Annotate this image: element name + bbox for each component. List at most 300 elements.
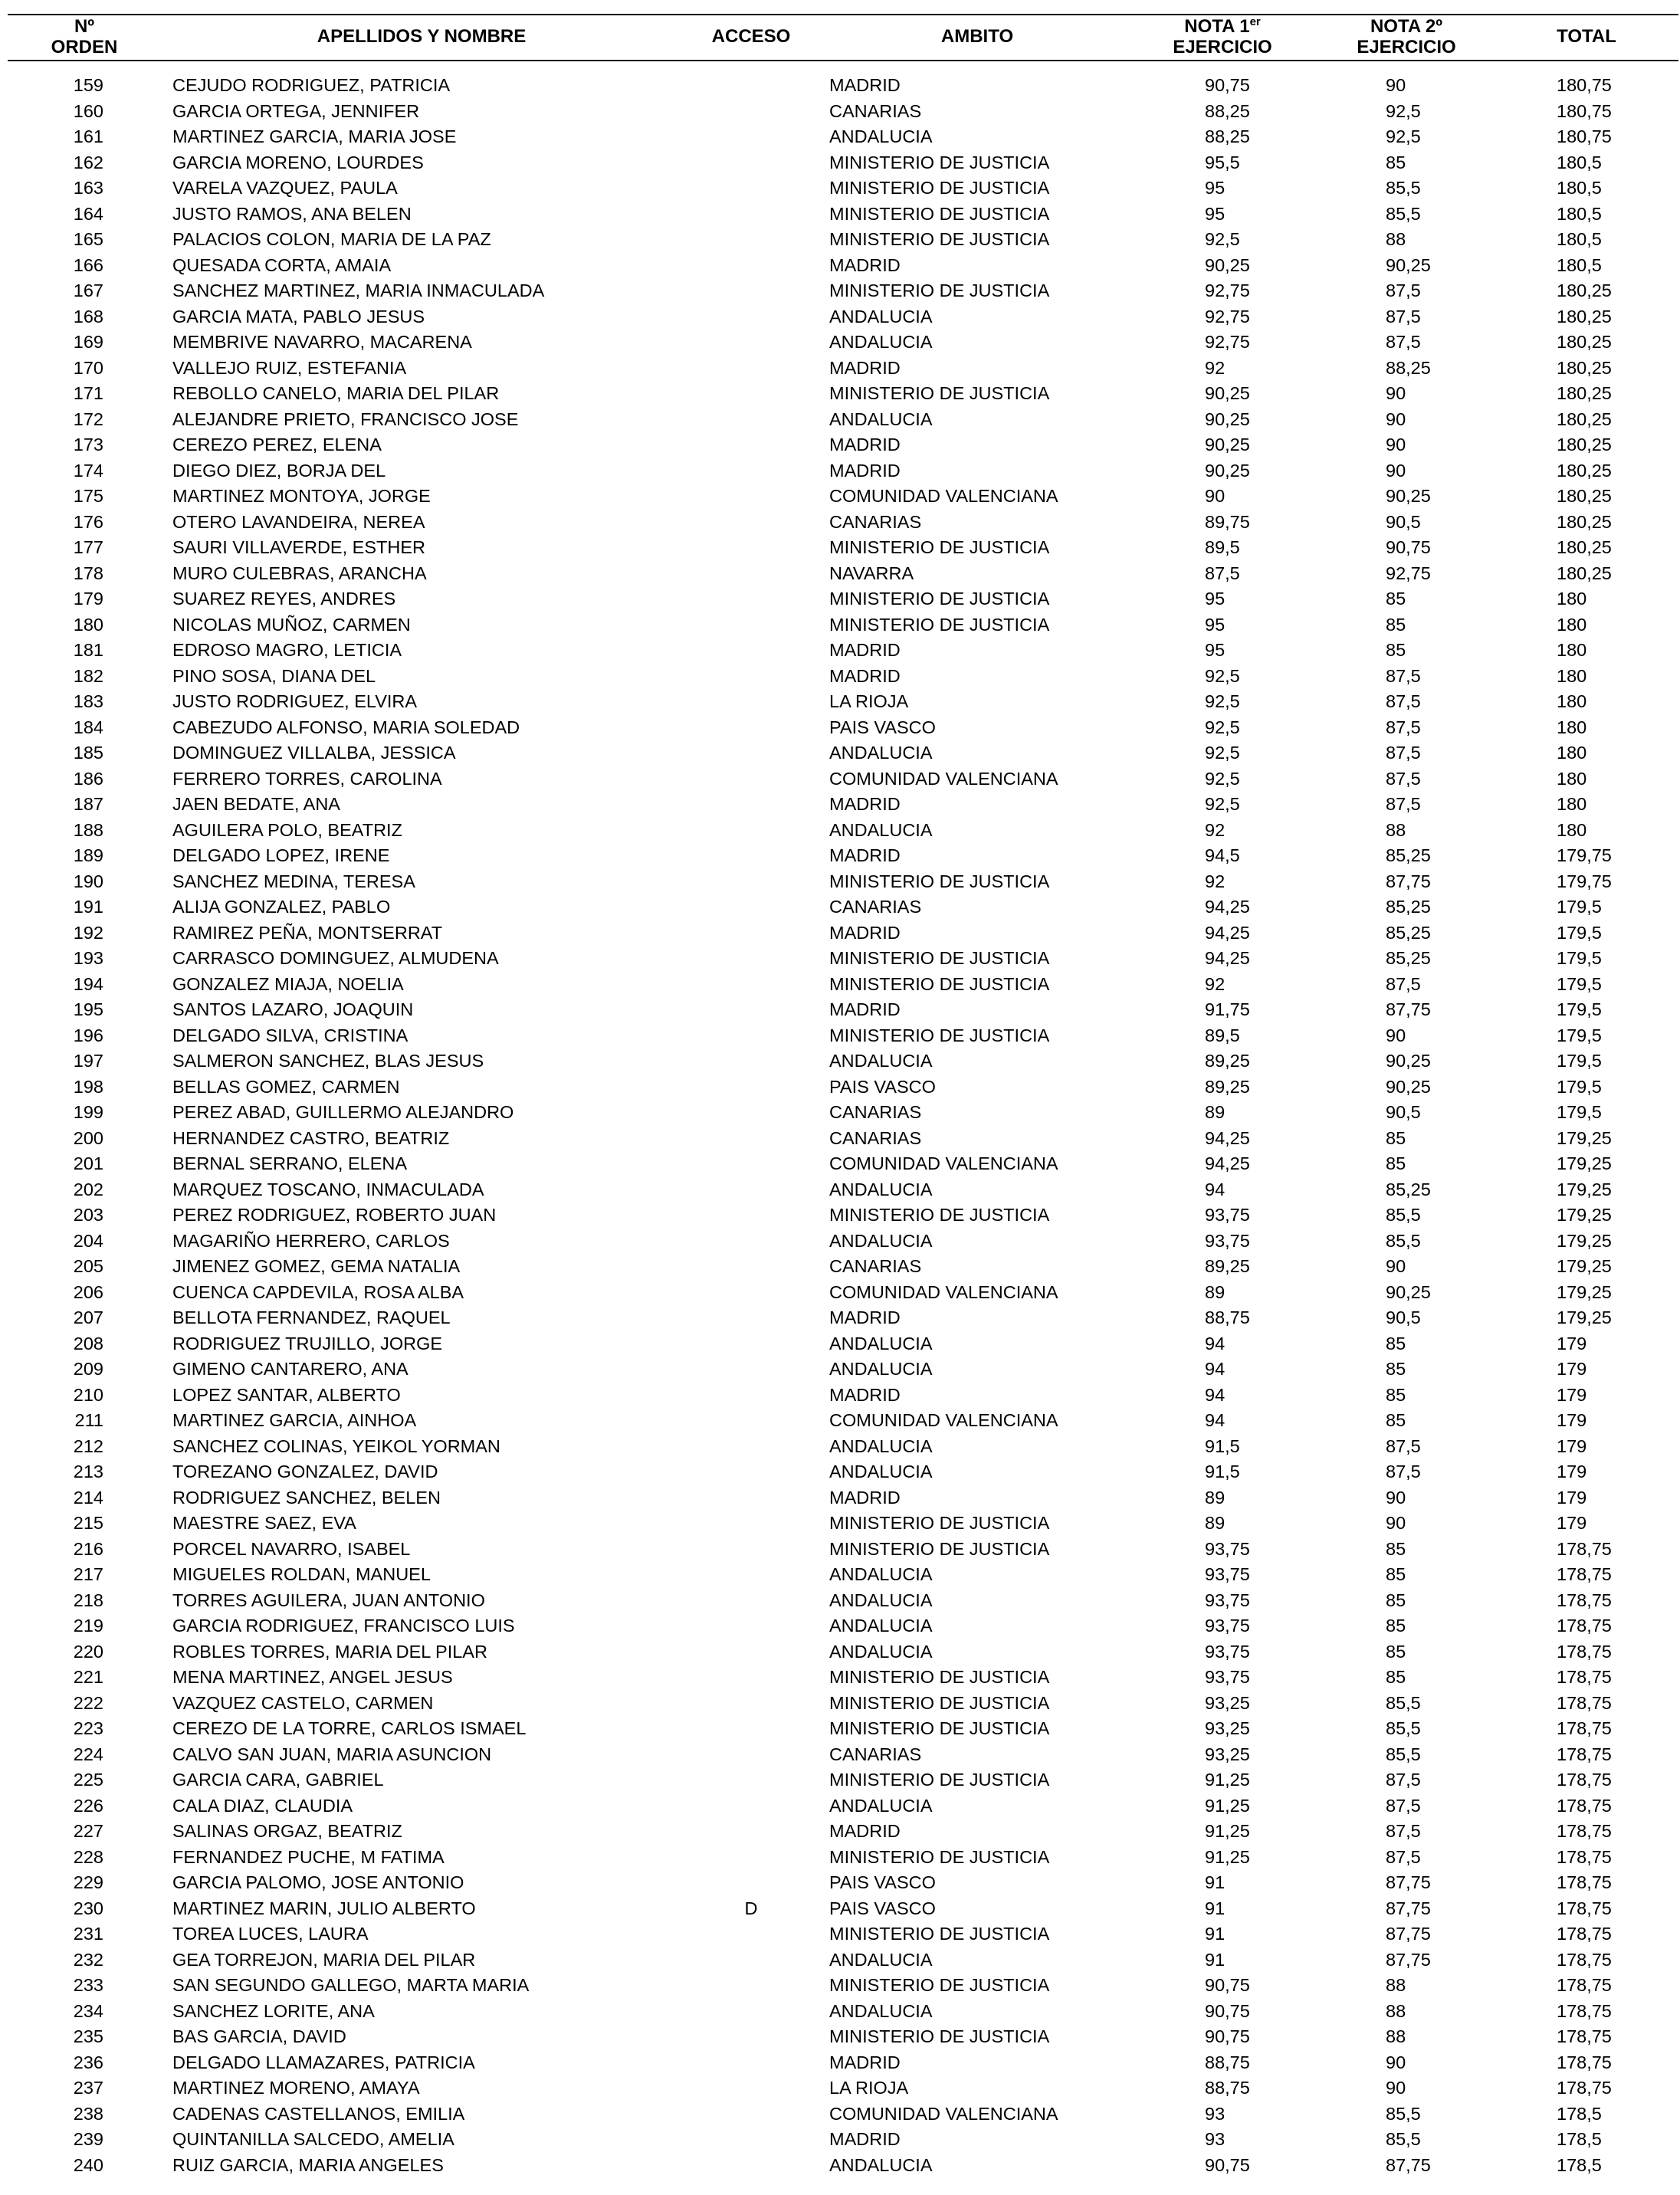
row-orden: 193 [73, 948, 103, 968]
row-total: 179 [1557, 1487, 1587, 1508]
row-nota-2: 90,25 [1386, 1281, 1431, 1302]
row-apellidos-nombre: GARCIA CARA, GABRIEL [172, 1770, 384, 1790]
row-apellidos-nombre: SALINAS ORGAZ, BEATRIZ [172, 1821, 402, 1841]
row-orden: 207 [73, 1307, 103, 1327]
row-ambito: MADRID [829, 922, 901, 943]
row-nota-2: 87,5 [1386, 973, 1421, 994]
row-total: 180,25 [1557, 408, 1612, 429]
row-apellidos-nombre: GARCIA ORTEGA, JENNIFER [172, 100, 420, 121]
row-nota-2: 87,5 [1386, 717, 1421, 737]
row-nota-1: 95 [1205, 614, 1226, 635]
table-row [0, 1383, 1680, 1409]
row-total: 179,5 [1557, 999, 1602, 1019]
row-apellidos-nombre: MARTINEZ MARIN, JULIO ALBERTO [172, 1898, 476, 1918]
row-total: 178,75 [1557, 1846, 1612, 1867]
row-nota-2: 85,25 [1386, 897, 1431, 917]
row-nota-2: 87,5 [1386, 743, 1421, 763]
row-apellidos-nombre: GARCIA RODRIGUEZ, FRANCISCO LUIS [172, 1616, 515, 1636]
row-orden: 184 [73, 717, 103, 737]
table-row [0, 253, 1680, 279]
row-apellidos-nombre: RODRIGUEZ TRUJILLO, JORGE [172, 1333, 443, 1353]
table-row [0, 227, 1680, 253]
row-nota-2: 88 [1386, 1975, 1406, 1995]
row-nota-1: 94 [1205, 1410, 1226, 1430]
header-total: TOTAL [1557, 26, 1616, 47]
row-total: 178,75 [1557, 2026, 1612, 2046]
table-row [0, 972, 1680, 998]
row-nota-1: 91,75 [1205, 999, 1250, 1019]
row-total: 178,75 [1557, 1770, 1612, 1790]
table-row [0, 1075, 1680, 1101]
row-total: 180,25 [1557, 537, 1612, 557]
row-orden: 228 [73, 1846, 103, 1867]
table-row [0, 2075, 1680, 2101]
row-ambito: CANARIAS [829, 1102, 922, 1122]
row-ambito: NAVARRA [829, 563, 914, 583]
row-total: 180,75 [1557, 100, 1612, 121]
row-nota-2: 87,75 [1386, 1898, 1431, 1918]
row-ambito: MADRID [829, 1307, 901, 1327]
row-apellidos-nombre: GONZALEZ MIAJA, NOELIA [172, 973, 404, 994]
row-orden: 240 [73, 2154, 103, 2175]
row-apellidos-nombre: VAZQUEZ CASTELO, CARMEN [172, 1692, 434, 1713]
row-total: 178,75 [1557, 1872, 1612, 1892]
table-row [0, 1767, 1680, 1793]
row-apellidos-nombre: MEMBRIVE NAVARRO, MACARENA [172, 332, 472, 352]
row-nota-2: 87,5 [1386, 281, 1421, 300]
row-orden: 183 [73, 691, 103, 711]
table-row [0, 689, 1680, 715]
row-nota-1: 89,75 [1205, 511, 1250, 532]
row-apellidos-nombre: QUESADA CORTA, AMAIA [172, 254, 392, 275]
row-total: 178,5 [1557, 2103, 1602, 2124]
table-row [0, 432, 1680, 458]
row-orden: 194 [73, 973, 103, 994]
row-nota-2: 85 [1386, 1641, 1406, 1662]
row-apellidos-nombre: SANCHEZ MARTINEZ, MARIA INMACULADA [172, 281, 545, 300]
row-orden: 186 [73, 768, 103, 789]
row-nota-1: 95 [1205, 178, 1226, 198]
row-total: 179,5 [1557, 1102, 1602, 1122]
row-apellidos-nombre: LOPEZ SANTAR, ALBERTO [172, 1384, 401, 1405]
row-nota-2: 87,75 [1386, 1949, 1431, 1970]
row-ambito: CANARIAS [829, 100, 922, 121]
header-nota1-sup: er [1249, 15, 1261, 28]
row-nota-1: 91,25 [1205, 1846, 1250, 1867]
header-nota1-line1: NOTA 1 [1184, 16, 1250, 37]
table-row [0, 818, 1680, 844]
row-orden: 233 [73, 1975, 103, 1995]
row-nota-1: 89 [1205, 1513, 1226, 1533]
row-total: 180,25 [1557, 357, 1612, 378]
row-apellidos-nombre: GARCIA MORENO, LOURDES [172, 152, 424, 172]
row-nota-2: 87,75 [1386, 999, 1431, 1019]
row-nota-1: 92,5 [1205, 743, 1240, 763]
row-nota-1: 90,25 [1205, 435, 1250, 454]
table-body [0, 73, 1680, 2178]
row-total: 179,75 [1557, 871, 1612, 891]
row-nota-1: 94,25 [1205, 1127, 1250, 1148]
row-ambito: ANDALUCIA [829, 743, 933, 763]
row-nota-1: 93,25 [1205, 1692, 1250, 1713]
row-total: 180,25 [1557, 486, 1612, 506]
table-row [0, 997, 1680, 1023]
row-nota-1: 88,75 [1205, 2078, 1250, 2098]
row-total: 179 [1557, 1513, 1587, 1533]
header-nota1-line2: EJERCICIO [1173, 37, 1272, 57]
row-nota-2: 85,5 [1386, 1718, 1421, 1738]
row-nota-2: 90 [1386, 1513, 1406, 1533]
row-orden: 165 [73, 229, 103, 249]
row-orden: 234 [73, 2000, 103, 2021]
row-ambito: MADRID [829, 2129, 901, 2149]
table-row [0, 2153, 1680, 2179]
row-nota-1: 90,75 [1205, 75, 1250, 95]
row-orden: 187 [73, 794, 103, 814]
row-nota-1: 93,75 [1205, 1590, 1250, 1610]
row-apellidos-nombre: MARTINEZ GARCIA, MARIA JOSE [172, 126, 457, 146]
row-ambito: LA RIOJA [829, 691, 909, 711]
table-row [0, 356, 1680, 382]
row-total: 178,75 [1557, 1564, 1612, 1584]
table-row [0, 1048, 1680, 1075]
row-nota-2: 85,5 [1386, 1205, 1421, 1225]
row-orden: 232 [73, 1949, 103, 1970]
row-apellidos-nombre: QUINTANILLA SALCEDO, AMELIA [172, 2129, 454, 2149]
row-nota-2: 85 [1386, 640, 1406, 660]
row-nota-1: 88,75 [1205, 1307, 1250, 1327]
row-ambito: ANDALUCIA [829, 1462, 933, 1481]
row-total: 178,75 [1557, 1616, 1612, 1636]
row-nota-2: 90 [1386, 75, 1406, 95]
row-apellidos-nombre: PEREZ RODRIGUEZ, ROBERTO JUAN [172, 1205, 497, 1225]
table-row [0, 1254, 1680, 1280]
row-nota-2: 85 [1386, 589, 1406, 609]
row-orden: 199 [73, 1102, 103, 1122]
table-row [0, 1562, 1680, 1588]
row-nota-1: 93,25 [1205, 1744, 1250, 1764]
row-ambito: COMUNIDAD VALENCIANA [829, 2103, 1058, 2124]
row-nota-2: 87,5 [1386, 1846, 1421, 1867]
row-nota-2: 85 [1386, 1359, 1406, 1379]
row-ambito: MADRID [829, 665, 901, 686]
row-nota-1: 92 [1205, 871, 1226, 891]
row-orden: 175 [73, 486, 103, 506]
row-nota-1: 87,5 [1205, 563, 1240, 583]
row-orden: 162 [73, 152, 103, 172]
row-apellidos-nombre: CALVO SAN JUAN, MARIA ASUNCION [172, 1744, 492, 1764]
row-apellidos-nombre: SALMERON SANCHEZ, BLAS JESUS [172, 1051, 484, 1071]
table-row [0, 2050, 1680, 2076]
row-total: 180 [1557, 614, 1587, 635]
row-ambito: MINISTERIO DE JUSTICIA [829, 229, 1050, 249]
row-nota-2: 90 [1386, 1487, 1406, 1508]
row-orden: 203 [73, 1205, 103, 1225]
row-orden: 231 [73, 1924, 103, 1944]
row-orden: 182 [73, 665, 103, 686]
row-total: 180 [1557, 717, 1587, 737]
table-row [0, 330, 1680, 356]
row-ambito: CANARIAS [829, 1744, 922, 1764]
table-header [0, 14, 1680, 60]
row-apellidos-nombre: BERNAL SERRANO, ELENA [172, 1153, 408, 1173]
row-ambito: PAIS VASCO [829, 1076, 936, 1097]
row-ambito: COMUNIDAD VALENCIANA [829, 1281, 1058, 1302]
row-total: 179,5 [1557, 897, 1602, 917]
row-apellidos-nombre: SAURI VILLAVERDE, ESTHER [172, 537, 425, 557]
row-total: 179,5 [1557, 922, 1602, 943]
row-ambito: COMUNIDAD VALENCIANA [829, 768, 1058, 789]
row-nota-2: 85,5 [1386, 1692, 1421, 1713]
row-ambito: ANDALUCIA [829, 1179, 933, 1199]
row-apellidos-nombre: PEREZ ABAD, GUILLERMO ALEJANDRO [172, 1102, 514, 1122]
row-ambito: MADRID [829, 2052, 901, 2072]
row-orden: 185 [73, 743, 103, 763]
table-row [0, 304, 1680, 330]
row-ambito: ANDALUCIA [829, 819, 933, 840]
row-ambito: PAIS VASCO [829, 1898, 936, 1918]
row-ambito: MINISTERIO DE JUSTICIA [829, 178, 1050, 198]
table-row [0, 2127, 1680, 2153]
row-total: 180 [1557, 819, 1587, 840]
row-nota-2: 87,75 [1386, 1872, 1431, 1892]
row-apellidos-nombre: CABEZUDO ALFONSO, MARIA SOLEDAD [172, 717, 520, 737]
row-ambito: MINISTERIO DE JUSTICIA [829, 589, 1050, 609]
table-row [0, 278, 1680, 304]
row-orden: 214 [73, 1487, 103, 1508]
header-orden [46, 16, 123, 57]
row-ambito: MINISTERIO DE JUSTICIA [829, 1538, 1050, 1559]
row-acceso: D [744, 1898, 758, 1918]
row-apellidos-nombre: MENA MARTINEZ, ANGEL JESUS [172, 1667, 453, 1687]
row-orden: 176 [73, 511, 103, 532]
row-nota-1: 89 [1205, 1102, 1226, 1122]
row-apellidos-nombre: RUIZ GARCIA, MARIA ANGELES [172, 2154, 444, 2175]
row-ambito: ANDALUCIA [829, 1795, 933, 1816]
row-orden: 219 [73, 1616, 103, 1636]
row-ambito: MINISTERIO DE JUSTICIA [829, 1025, 1050, 1045]
row-apellidos-nombre: DELGADO LOPEZ, IRENE [172, 845, 390, 865]
row-nota-2: 85 [1386, 1590, 1406, 1610]
row-ambito: PAIS VASCO [829, 717, 936, 737]
row-total: 178,75 [1557, 1744, 1612, 1764]
table-row [0, 1177, 1680, 1203]
row-apellidos-nombre: JAEN BEDATE, ANA [172, 794, 340, 814]
row-total: 180 [1557, 743, 1587, 763]
row-ambito: MINISTERIO DE JUSTICIA [829, 1846, 1050, 1867]
table-row [0, 484, 1680, 510]
row-apellidos-nombre: JUSTO RODRIGUEZ, ELVIRA [172, 691, 418, 711]
row-apellidos-nombre: GEA TORREJON, MARIA DEL PILAR [172, 1949, 476, 1970]
row-ambito: ANDALUCIA [829, 2000, 933, 2021]
table-row [0, 1973, 1680, 1999]
row-nota-2: 85,5 [1386, 178, 1421, 198]
row-nota-1: 94,25 [1205, 897, 1250, 917]
row-nota-2: 90 [1386, 1025, 1406, 1045]
header-orden-line2: ORDEN [51, 37, 118, 57]
row-ambito: COMUNIDAD VALENCIANA [829, 1410, 1058, 1430]
row-total: 179,25 [1557, 1153, 1612, 1173]
table-row [0, 99, 1680, 125]
row-ambito: COMUNIDAD VALENCIANA [829, 486, 1058, 506]
row-apellidos-nombre: SANCHEZ COLINAS, YEIKOL YORMAN [172, 1435, 500, 1456]
row-orden: 204 [73, 1230, 103, 1251]
row-total: 179 [1557, 1462, 1587, 1481]
row-nota-2: 85 [1386, 1538, 1406, 1559]
row-total: 179,75 [1557, 845, 1612, 865]
row-total: 179,25 [1557, 1281, 1612, 1302]
row-total: 180 [1557, 768, 1587, 789]
row-orden: 172 [73, 408, 103, 429]
row-orden: 235 [73, 2026, 103, 2046]
row-apellidos-nombre: MARQUEZ TOSCANO, INMACULADA [172, 1179, 484, 1199]
row-total: 180 [1557, 589, 1587, 609]
row-nota-1: 94 [1205, 1384, 1226, 1405]
row-apellidos-nombre: BELLOTA FERNANDEZ, RAQUEL [172, 1307, 451, 1327]
table-row [0, 1639, 1680, 1665]
row-orden: 189 [73, 845, 103, 865]
row-total: 179,5 [1557, 1076, 1602, 1097]
row-apellidos-nombre: TOREZANO GONZALEZ, DAVID [172, 1462, 438, 1481]
row-nota-1: 88,25 [1205, 126, 1250, 146]
row-total: 179 [1557, 1333, 1587, 1353]
row-nota-1: 94,5 [1205, 845, 1240, 865]
row-apellidos-nombre: NICOLAS MUÑOZ, CARMEN [172, 614, 411, 635]
row-nota-2: 87,5 [1386, 665, 1421, 686]
row-total: 180,5 [1557, 229, 1602, 249]
row-ambito: ANDALUCIA [829, 1230, 933, 1251]
row-ambito: MINISTERIO DE JUSTICIA [829, 1975, 1050, 1995]
row-nota-1: 91 [1205, 1898, 1226, 1918]
row-total: 180,25 [1557, 563, 1612, 583]
row-apellidos-nombre: SAN SEGUNDO GALLEGO, MARTA MARIA [172, 1975, 530, 1995]
table-row [0, 1280, 1680, 1306]
table-row [0, 124, 1680, 150]
row-ambito: MINISTERIO DE JUSTICIA [829, 1718, 1050, 1738]
row-nota-1: 89,25 [1205, 1256, 1250, 1276]
row-orden: 209 [73, 1359, 103, 1379]
row-nota-2: 87,5 [1386, 1462, 1421, 1481]
row-orden: 188 [73, 819, 103, 840]
row-total: 178,75 [1557, 2078, 1612, 2098]
row-total: 180,25 [1557, 281, 1612, 300]
row-total: 178,75 [1557, 1821, 1612, 1841]
table-row [0, 715, 1680, 741]
table-row [0, 1459, 1680, 1485]
table-row [0, 1357, 1680, 1383]
row-nota-1: 90,75 [1205, 2026, 1250, 2046]
row-nota-2: 87,5 [1386, 1770, 1421, 1790]
header-nota-1 [1142, 16, 1303, 57]
table-row [0, 150, 1680, 176]
row-apellidos-nombre: CEREZO DE LA TORRE, CARLOS ISMAEL [172, 1718, 527, 1738]
table-row [0, 1870, 1680, 1896]
row-ambito: MADRID [829, 1384, 901, 1405]
row-orden: 212 [73, 1435, 103, 1456]
row-total: 179,25 [1557, 1205, 1612, 1225]
row-orden: 180 [73, 614, 103, 635]
row-nota-1: 90,25 [1205, 460, 1250, 481]
row-orden: 225 [73, 1770, 103, 1790]
table-row [0, 458, 1680, 484]
table-row [0, 740, 1680, 766]
row-nota-2: 85 [1386, 1667, 1406, 1687]
row-nota-1: 92,75 [1205, 306, 1250, 326]
row-apellidos-nombre: CALA DIAZ, CLAUDIA [172, 1795, 353, 1816]
row-nota-1: 95 [1205, 203, 1226, 224]
row-nota-2: 85 [1386, 1384, 1406, 1405]
row-ambito: MINISTERIO DE JUSTICIA [829, 1667, 1050, 1687]
row-ambito: MINISTERIO DE JUSTICIA [829, 537, 1050, 557]
row-apellidos-nombre: ALIJA GONZALEZ, PABLO [172, 897, 391, 917]
row-nota-1: 93,25 [1205, 1718, 1250, 1738]
table-row [0, 1434, 1680, 1460]
row-ambito: ANDALUCIA [829, 1051, 933, 1071]
row-apellidos-nombre: HERNANDEZ CASTRO, BEATRIZ [172, 1127, 450, 1148]
row-nota-2: 85 [1386, 1333, 1406, 1353]
row-nota-1: 90,75 [1205, 2154, 1250, 2175]
table-row [0, 1896, 1680, 1922]
row-total: 180,5 [1557, 203, 1602, 224]
row-apellidos-nombre: GARCIA MATA, PABLO JESUS [172, 306, 425, 326]
row-nota-1: 89,25 [1205, 1051, 1250, 1071]
table-row [0, 1023, 1680, 1049]
row-orden: 222 [73, 1692, 103, 1713]
row-ambito: MINISTERIO DE JUSTICIA [829, 203, 1050, 224]
row-total: 178,75 [1557, 1949, 1612, 1970]
row-nota-1: 94 [1205, 1333, 1226, 1353]
row-nota-2: 87,75 [1386, 2154, 1431, 2175]
row-nota-1: 89 [1205, 1487, 1226, 1508]
row-apellidos-nombre: VARELA VAZQUEZ, PAULA [172, 178, 398, 198]
row-total: 180,5 [1557, 152, 1602, 172]
row-nota-1: 91 [1205, 1924, 1226, 1944]
table-row [0, 638, 1680, 664]
row-nota-2: 88 [1386, 2000, 1406, 2021]
row-nota-1: 89,25 [1205, 1076, 1250, 1097]
row-apellidos-nombre: CEJUDO RODRIGUEZ, PATRICIA [172, 75, 451, 95]
row-ambito: ANDALUCIA [829, 2154, 933, 2175]
row-nota-1: 94,25 [1205, 1153, 1250, 1173]
table-row [0, 1999, 1680, 2025]
row-ambito: ANDALUCIA [829, 1641, 933, 1662]
row-ambito: MADRID [829, 460, 901, 481]
table-row [0, 407, 1680, 433]
row-apellidos-nombre: VALLEJO RUIZ, ESTEFANIA [172, 357, 407, 378]
row-apellidos-nombre: BAS GARCIA, DAVID [172, 2026, 346, 2046]
row-nota-2: 90,5 [1386, 1307, 1421, 1327]
row-nota-1: 90,25 [1205, 408, 1250, 429]
row-nota-2: 90,25 [1386, 254, 1431, 275]
table-row [0, 1742, 1680, 1768]
row-apellidos-nombre: DIEGO DIEZ, BORJA DEL [172, 460, 386, 481]
row-orden: 190 [73, 871, 103, 891]
row-ambito: LA RIOJA [829, 2078, 909, 2098]
row-nota-2: 85 [1386, 1410, 1406, 1430]
row-nota-1: 88,25 [1205, 100, 1250, 121]
table-row [0, 1588, 1680, 1614]
row-ambito: ANDALUCIA [829, 1435, 933, 1456]
row-ambito: MADRID [829, 1821, 901, 1841]
row-orden: 171 [73, 383, 103, 403]
row-orden: 213 [73, 1462, 103, 1481]
row-ambito: ANDALUCIA [829, 1616, 933, 1636]
row-orden: 192 [73, 922, 103, 943]
row-ambito: CANARIAS [829, 897, 922, 917]
row-total: 178,75 [1557, 1590, 1612, 1610]
row-total: 178,75 [1557, 1538, 1612, 1559]
table-row [0, 381, 1680, 407]
